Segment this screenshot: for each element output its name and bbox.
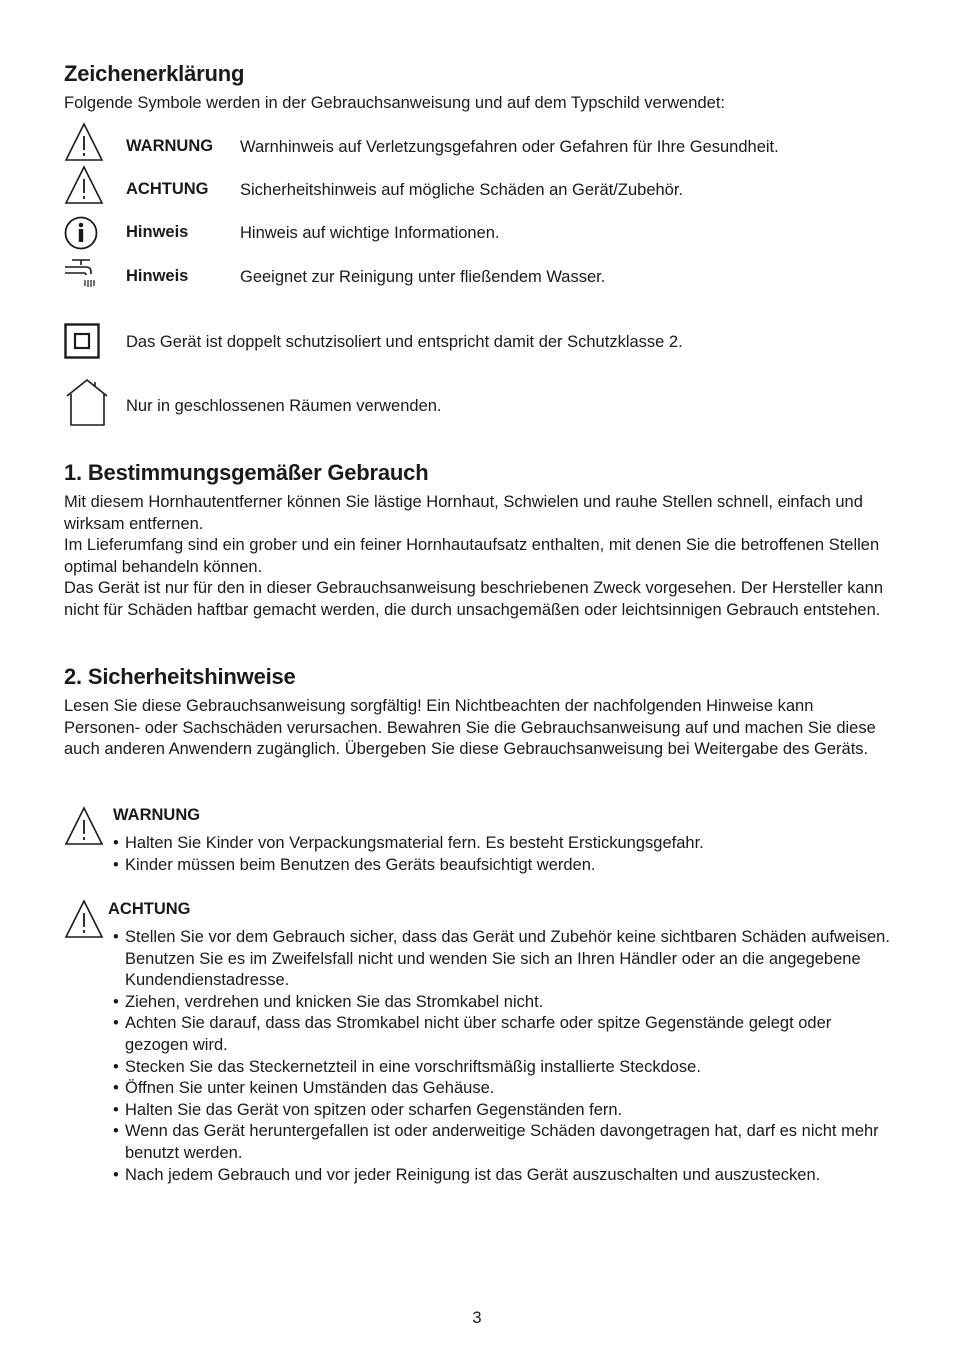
warning-triangle-icon (64, 899, 104, 939)
list-item: • Stecken Sie das Steckernetzteil in eine vorschriftsmäßig installierte Steckdose. (113, 1057, 903, 1079)
legend-label-tap: Hinweis (126, 267, 189, 285)
warning-list (113, 833, 903, 876)
list-item: • Nach jedem Gebrauch und vor jeder Reinigung ist das Gerät auszuschalten und auszustecken. (113, 1165, 903, 1187)
legend-title: Zeichenerklärung (64, 61, 245, 86)
legend-text-tap: Geeignet zur Reinigung unter fließendem Wasser. (240, 268, 606, 286)
warning-label: WARNUNG (113, 806, 201, 824)
section2-title: 2. Sicherheitshinweise (64, 664, 296, 689)
protection-class-2-icon (64, 323, 100, 359)
section1-paragraph: Im Lieferumfang sind ein grober und ein feiner Hornhautaufsatz enthalten, mit denen Sie die betroffenen Stellen optimal behandeln können. (64, 536, 880, 576)
legend-label-caution: ACHTUNG (126, 180, 209, 198)
page-number: 3 (472, 1309, 482, 1327)
list-item: • Halten Sie das Gerät von spitzen oder scharfen Gegenständen fern. (113, 1100, 903, 1122)
legend-text-info: Hinweis auf wichtige Informationen. (240, 224, 500, 242)
legend-text-warning: Warnhinweis auf Verletzungsgefahren oder Gefahren für Ihre Gesundheit. (240, 138, 779, 156)
caution-label: ACHTUNG (108, 900, 191, 918)
legend-label-warning: WARNUNG (126, 137, 214, 155)
list-item: • Öffnen Sie unter keinen Umständen das Gehäuse. (113, 1078, 903, 1100)
warning-triangle-icon (64, 165, 104, 205)
section1-paragraph: Das Gerät ist nur für den in dieser Gebrauchsanweisung beschriebenen Zweck vorgesehen. Der Hersteller kann nicht für Schäden haftbar gemacht werden, die durch unsachgemäßen oder leichtsinnigen Gebrauch entstehen. (64, 579, 884, 619)
section2-intro: Lesen Sie diese Gebrauchsanweisung sorgfältig! Ein Nichtbeachten der nachfolgenden Hinweise kann Personen- oder Sachschäden verursachen. Bewahren Sie die Gebrauchsanweisung auf und machen Sie diese auch anderen Anwendern zugänglich. Übergeben Sie diese Gebrauchsanweisung bei Weitergabe des Geräts. (64, 697, 876, 759)
water-tap-icon (64, 258, 100, 290)
list-item: • Achten Sie darauf, dass das Stromkabel nicht über scharfe oder spitze Gegenstände gelegt oder gezogen wird. (113, 1013, 903, 1056)
section1-title: 1. Bestimmungsgemäßer Gebrauch (64, 460, 429, 485)
list-item: • Halten Sie Kinder von Verpackungsmaterial fern. Es besteht Erstickungsgefahr. (113, 833, 903, 855)
caution-list (113, 927, 903, 1186)
legend-intro: Folgende Symbole werden in der Gebrauchsanweisung und auf dem Typschild verwendet: (64, 94, 726, 112)
indoor-use-text: Nur in geschlossenen Räumen verwenden. (126, 397, 442, 415)
legend-label-info: Hinweis (126, 223, 189, 241)
warning-triangle-icon (64, 122, 104, 162)
list-item: • Ziehen, verdrehen und knicken Sie das Stromkabel nicht. (113, 992, 903, 1014)
section1-paragraph: Mit diesem Hornhautentferner können Sie lästige Hornhaut, Schwielen und rauhe Stellen schnell, einfach und wirksam entfernen. (64, 493, 863, 533)
info-icon (64, 216, 98, 250)
section1-body (64, 492, 894, 622)
legend-text-caution: Sicherheitshinweis auf mögliche Schäden an Gerät/Zubehör. (240, 181, 684, 199)
list-item: • Kinder müssen beim Benutzen des Geräts beaufsichtigt werden. (113, 855, 903, 877)
house-icon (64, 378, 110, 428)
list-item: • Wenn das Gerät heruntergefallen ist oder anderweitige Schäden davongetragen hat, darf es nicht mehr benutzt werden. (113, 1121, 903, 1164)
protection-class-text: Das Gerät ist doppelt schutzisoliert und entspricht damit der Schutzklasse 2. (126, 333, 683, 351)
warning-triangle-icon (64, 806, 104, 846)
list-item: • Stellen Sie vor dem Gebrauch sicher, dass das Gerät und Zubehör keine sichtbaren Schäden aufweisen. Benutzen Sie es im Zweifelsfall nicht und wenden Sie sich an Ihren Händler oder an die angegebene Kundendienstadresse. (113, 927, 903, 992)
